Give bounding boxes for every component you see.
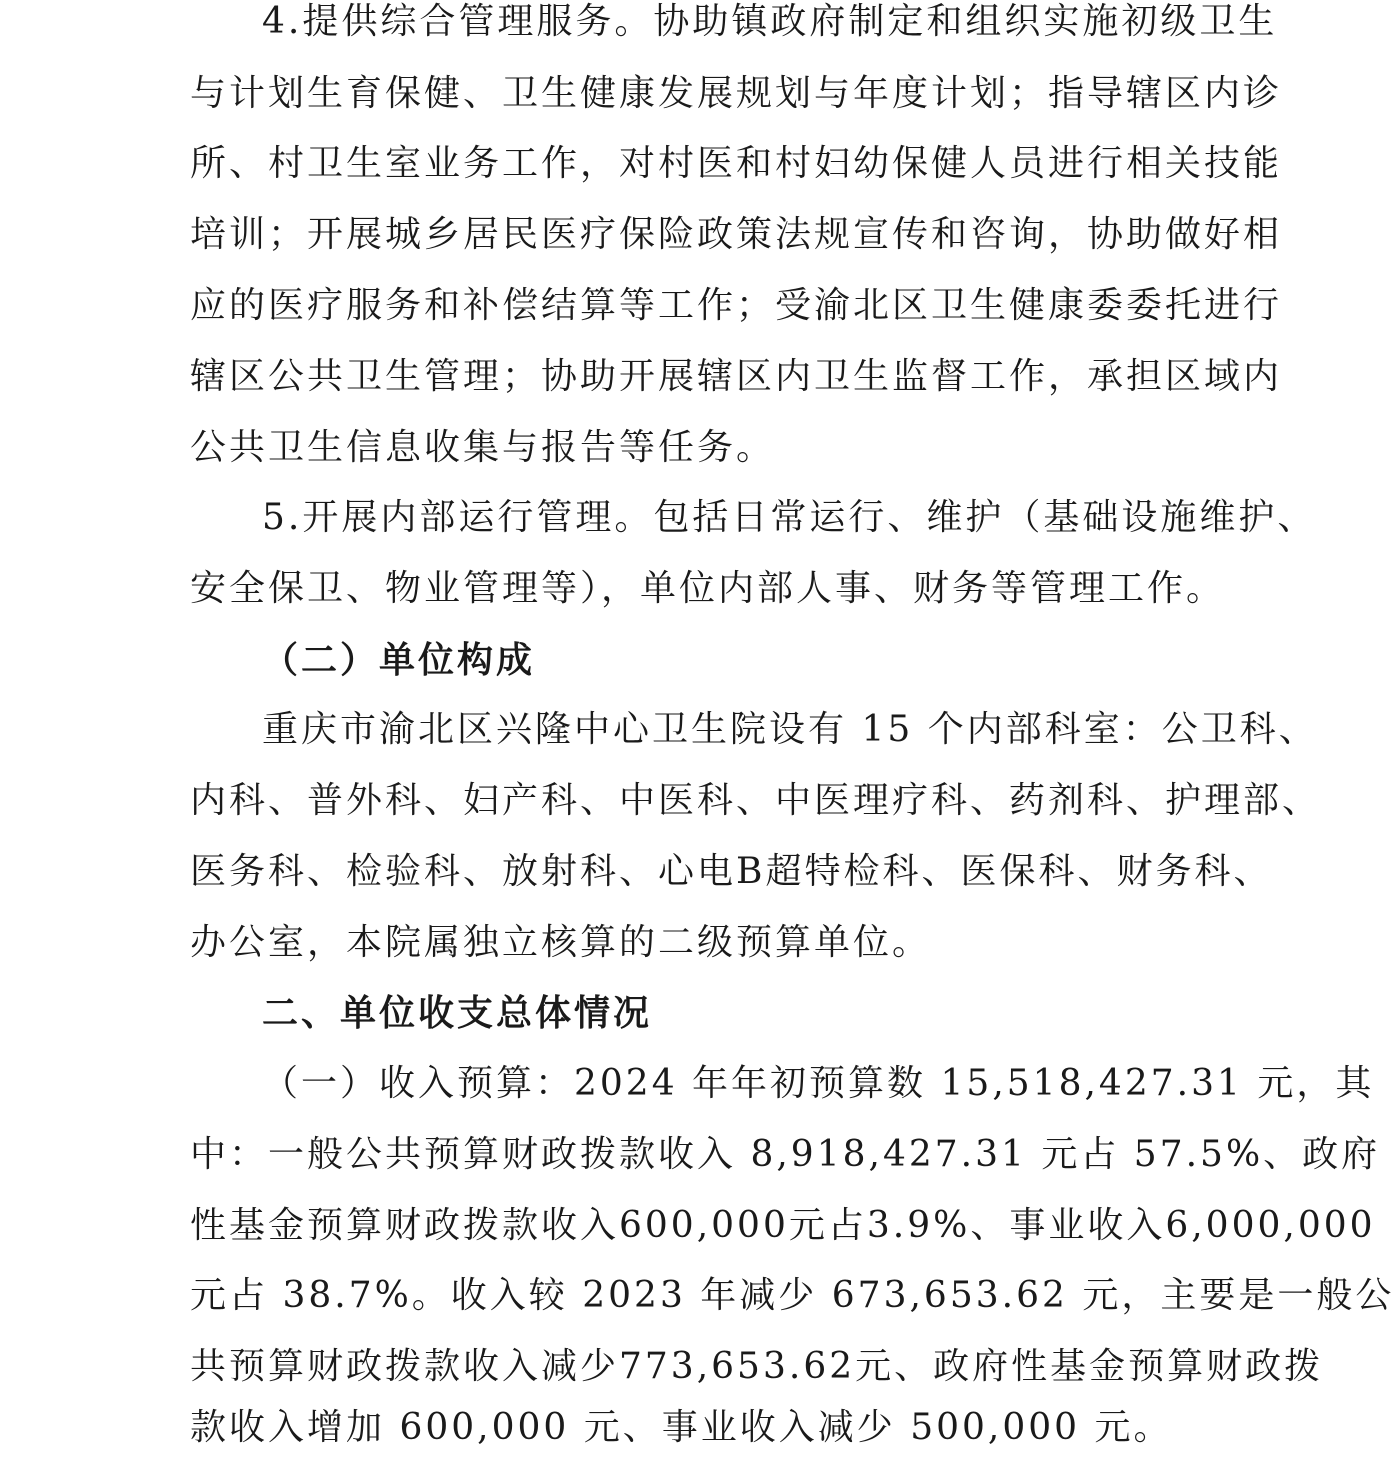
income-budget-line-3: 性基金预算财政拨款收入600,000元占3.9%、事业收入6,000,000 — [190, 1205, 1376, 1246]
income-budget-line-2: 中：一般公共预算财政拨款收入 8,918,427.31 元占 57.5%、政府 — [190, 1134, 1381, 1175]
paragraph-5-line-2: 安全保卫、物业管理等），单位内部人事、财务等管理工作。 — [190, 568, 1226, 609]
unit-composition-line-2: 内科、普外科、妇产科、中医科、中医理疗科、药剂科、护理部、 — [190, 780, 1322, 821]
paragraph-4-line-1: 4.提供综合管理服务。协助镇政府制定和组织实施初级卫生 — [262, 1, 1278, 42]
unit-composition-line-4: 办公室，本院属独立核算的二级预算单位。 — [190, 922, 932, 963]
income-budget-line-4: 元占 38.7%。收入较 2023 年减少 673,653.62 元，主要是一般公 — [190, 1275, 1395, 1316]
section-heading-unit-composition: （二）单位构成 — [262, 639, 536, 681]
unit-composition-line-3: 医务科、检验科、放射科、心电B超特检科、医保科、财务科、 — [190, 851, 1273, 892]
paragraph-5-line-1: 5.开展内部运行管理。包括日常运行、维护（基础设施维护、 — [262, 497, 1317, 538]
paragraph-4-line-7: 公共卫生信息收集与报告等任务。 — [190, 427, 776, 468]
paragraph-4-line-3: 所、村卫生室业务工作，对村医和村妇幼保健人员进行相关技能 — [190, 143, 1283, 184]
income-budget-line-6: 款收入增加 600,000 元、事业收入减少 500,000 元。 — [190, 1407, 1173, 1448]
paragraph-4-line-2: 与计划生育保健、卫生健康发展规划与年度计划；指导辖区内诊 — [190, 73, 1283, 114]
income-budget-line-5: 共预算财政拨款收入减少773,653.62元、政府性基金预算财政拨 — [190, 1346, 1324, 1387]
section-heading-income-expense: 二、单位收支总体情况 — [262, 992, 653, 1034]
paragraph-4-line-4: 培训；开展城乡居民医疗保险政策法规宣传和咨询，协助做好相 — [190, 214, 1283, 255]
paragraph-4-line-5: 应的医疗服务和补偿结算等工作；受渝北区卫生健康委委托进行 — [190, 285, 1283, 326]
paragraph-4-line-6: 辖区公共卫生管理；协助开展辖区内卫生监督工作，承担区域内 — [190, 356, 1283, 397]
unit-composition-line-1: 重庆市渝北区兴隆中心卫生院设有 15 个内部科室：公卫科、 — [262, 709, 1318, 750]
income-budget-line-1: （一）收入预算：2024 年年初预算数 15,518,427.31 元，其 — [262, 1063, 1375, 1104]
